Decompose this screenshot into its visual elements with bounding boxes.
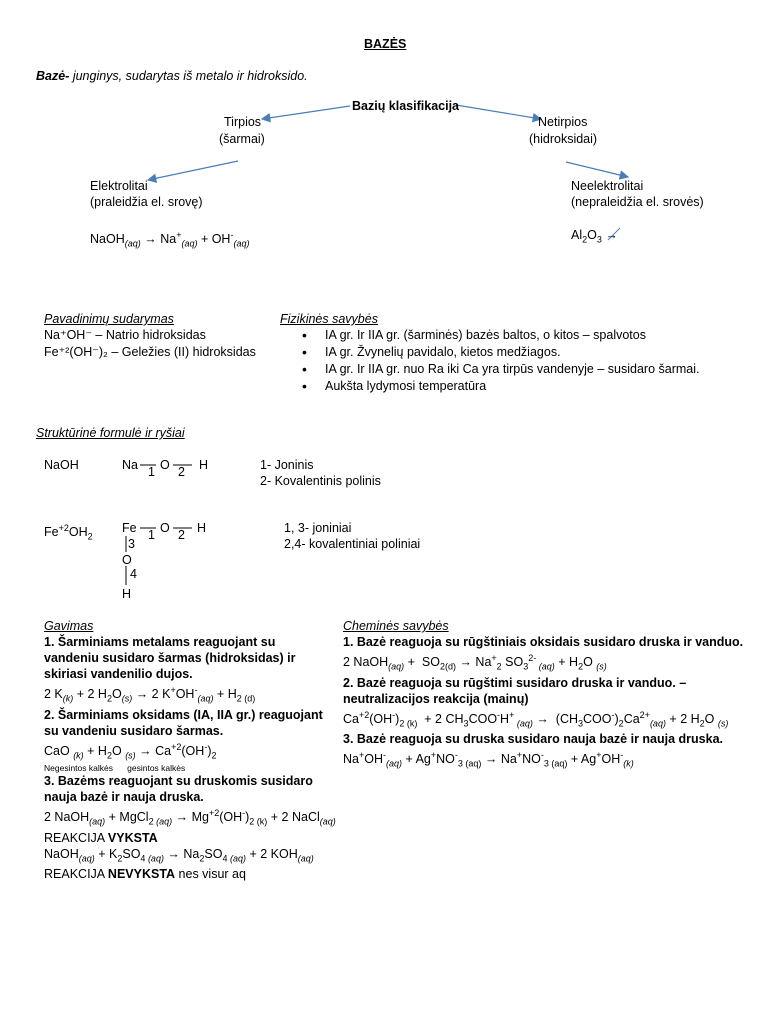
al2o3-formula: $Al_2O_3$ → [571,228,618,245]
structure-heading: Struktūrinė formulė ir ryšiai [36,426,185,440]
list-item: • IA gr. Žvynelių pavidalo, kietos medžiagos. [280,344,699,361]
prep-3-reaction-1: 2 NaOH$_{(aq)}$ + MgCl$_2$ $_{(aq)} \to Mg^{+2}(OH^-)_{2 (k)} + 2$ NaCl$_{(aq)}$ [44,808,336,827]
naoh-bond-type-1: 1- Joninis [260,458,314,472]
naoh-h: H [199,458,209,472]
chemical-heading: Cheminės savybės [343,619,449,633]
list-item: • Aukšta lydymosi temperatūra [280,378,699,395]
chem-2-reaction: $Ca^{+2}(OH^-)_{2 (k)} + 2$ $CH_3COO^-H^+$ $_{(aq)} \to (CH_3COO^-)_2Ca^{2+}_{(aq)} + 2$ $H_2O$ $_{(s)}$ [343,709,729,729]
fe-bond-1: 1 [148,528,155,542]
fe-o2: O [122,553,132,567]
fe-h2: H [122,587,132,601]
reaction-yes-bold: VYKSTA [107,830,158,845]
reaction-no-suffix: nes visur aq [175,867,246,882]
prep-2-title: 2. Šarminiams oksidams (IA, IIA gr.) reaguojant [44,707,323,722]
fe-formula: $Fe^{+2}OH_2$ [44,523,93,542]
naoh-na: Na [122,458,138,472]
arrow-to-insoluble [456,105,541,119]
classification-heading: Bazių klasifikacija [352,99,460,113]
insoluble-label: Netirpios [538,115,588,129]
reaction-no [44,866,344,882]
prep-3-title: nauja bazė ir nauja druska. [44,790,204,805]
electrolytes-sub: (praleidžia el. srovę) [90,195,203,209]
chem-1-title: 1. Bazė reaguoja su rūgštiniais oksidais susidaro druska ir vanduo. [343,635,744,649]
fe-bond-4: 4 [130,567,137,581]
prep-2-note: Negesintos kalkės gesintos kalkės [44,763,186,774]
fe-bond-3: 3 [128,537,135,551]
electrolytes-label: Elektrolitai [90,179,148,193]
prep-2-reaction: CaO $_{(k)} + H_2O$ $_{(s)} \to Ca^{+2}(OH^-)_2$ [44,741,217,761]
fe-bond-type-2: 2,4- kovalentiniai poliniai [284,537,421,551]
physical-list [280,327,699,395]
naming-heading: Pavadinimų sudarymas [44,312,174,326]
prep-1-title: skiriasi vandenilio dujos. [44,667,193,681]
fe-bond-type-1: 1, 3- joniniai [284,521,352,535]
chem-1-reaction: 2 NaOH$_{(aq)}$ + $SO_{2(d)} \to Na^+_2$ $SO_3^{2-}$ $_{(aq)} + H_2O$ $_{(s)}$ [343,653,607,672]
fe-fe: Fe [122,521,137,535]
naoh-bond-1: 1 [148,465,155,479]
reaction-yes [44,830,344,846]
reaction-yes-prefix: REAKCIJA [44,830,108,845]
chemical-section [343,618,753,772]
arrow-to-nonelectrolytes [566,162,628,177]
naoh-formula: NaOH [44,458,79,472]
insoluble-sub: (hidroksidai) [529,132,598,146]
nonelectrolytes-label: Neelektrolitai [571,179,644,193]
chem-2-title: neutralizacijos reakcija (mainų) [343,691,529,706]
preparation-heading: Gavimas [44,619,94,633]
physical-heading: Fizikinės savybės [280,312,378,326]
naming-line-2: Fe⁺²(OH⁻)₂ – Geležies (II) hidroksidas [44,345,256,359]
list-item: • IA gr. Ir IIA gr. nuo Ra iki Ca yra tirpūs vandenyje – susidaro šarmai. [280,361,699,378]
prep-1-reaction: 2 $K_{(k)} + 2$ $H_2O_{(s)} \to 2$ $K^+OH^-_{(aq)} + H_{2 (d)}$ [44,685,256,704]
naoh-bond-type-2: 2- Kovalentinis polinis [260,474,381,488]
nonelectrolytes-sub: (nepraleidžia el. srovės) [571,195,704,209]
preparation-section [44,618,344,882]
naoh-o: O [160,458,170,472]
naoh-dissociation: NaOH$_{(aq)}$ → $Na^+_{(aq)} + OH^-_{(aq)}$ [90,230,250,249]
chem-3-reaction: $Na^+OH^-_{(aq)} + Ag^+NO^-_{3 (aq)} \to Na^+NO^-_{3 (aq)} + Ag^+OH^-_{(k)}$ [343,750,634,769]
list-item: • IA gr. Ir IIA gr. (šarminės) bazės baltos, o kitos – spalvotos [280,327,699,344]
soluble-sub: (šarmai) [219,132,265,146]
arrow-to-soluble [262,106,350,119]
reaction-no-bold: NEVYKSTA [107,867,176,882]
chem-2-title: 2. Bazė reaguoja su rūgštimi susidaro druska ir vanduo. – [343,675,687,690]
chem-3-title: 3. Bazė reaguoja su druska susidaro nauja bazė ir nauja druska. [343,732,723,747]
fe-h: H [197,521,207,535]
prep-2-title: su vandeniu susidaro šarmas. [44,723,224,738]
prep-3-reaction-2: NaOH$_{(aq)}$ + $K_2SO_4$ $_{(aq)} \to Na_2SO_4$ $_{(aq)}$ + 2 $KOH_{(aq)}$ [44,846,314,864]
fe-bond-2: 2 [178,528,185,542]
naoh-bond-2: 2 [178,465,185,479]
definition-term: Bazė- [36,69,70,83]
arrow-to-electrolytes [148,161,238,180]
soluble-label: Tirpios [224,115,262,129]
prep-1-title: 1. Šarminiams metalams reaguojant su [44,635,276,649]
naming-line-1: Na⁺OH⁻ – Natrio hidroksidas [44,328,206,342]
page-title: BAZĖS [364,37,407,51]
reaction-no-prefix: REAKCIJA [44,867,108,882]
fe-o: O [160,521,170,535]
prep-3-title: 3. Bazėms reaguojant su druskomis susidaro [44,774,313,789]
definition [36,68,308,84]
prep-1-title: vandeniu susidaro šarmas (hidroksidas) ir [44,651,296,665]
definition-text: junginys, sudarytas iš metalo ir hidroksido. [69,69,308,83]
